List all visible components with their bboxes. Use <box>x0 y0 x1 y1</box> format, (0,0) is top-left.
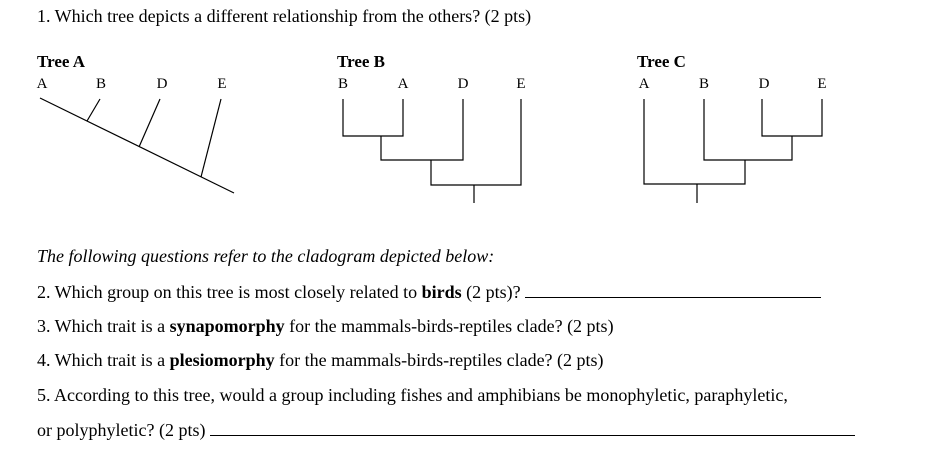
question-4-text-before: 4. Which trait is a <box>37 350 170 370</box>
question-2-text-after: (2 pts)? <box>461 282 521 302</box>
question-2-answer-blank[interactable] <box>525 282 821 298</box>
question-5-line-2 <box>37 420 855 441</box>
tree-b-node-ba <box>343 99 403 136</box>
tree-c-leaf-2: B <box>698 76 710 92</box>
tree-c-leaf-1: A <box>638 76 650 92</box>
tree-b-leaf-1: B <box>337 76 349 92</box>
tree-c-leaf-4: E <box>817 76 827 92</box>
tree-c-leaf-3: D <box>758 76 770 92</box>
question-5-answer-blank[interactable] <box>210 420 855 436</box>
tree-a-backbone <box>40 98 234 193</box>
question-4-bold: plesiomorphy <box>169 350 275 370</box>
tree-a-leaf-4: E <box>217 76 227 92</box>
question-5-text: or polyphyletic? (2 pts) <box>37 420 206 440</box>
tree-c-node-bde <box>704 99 792 160</box>
tree-a-title: Tree A <box>37 52 85 71</box>
question-3-text-after: for the mammals-birds-reptiles clade? (2 pts) <box>284 316 614 336</box>
tree-c-node-abde <box>644 99 745 184</box>
tree-a-branch-e <box>201 99 221 177</box>
tree-a-branch-b <box>87 99 100 121</box>
question-5-line-1: 5. According to this tree, would a group including fishes and amphibians be monophyletic, paraphyletic, <box>37 385 788 405</box>
question-3 <box>37 316 614 337</box>
tree-b-diagram <box>343 99 521 203</box>
tree-b-leaf-2: A <box>397 76 409 92</box>
question-3-bold: synapomorphy <box>169 316 285 336</box>
cladogram-intro: The following questions refer to the cladogram depicted below: <box>37 246 495 266</box>
tree-b-leaf-4: E <box>516 76 526 92</box>
tree-c-diagram <box>644 99 822 203</box>
question-3-text-before: 3. Which trait is a <box>37 316 170 336</box>
question-1: 1. Which tree depicts a different relationship from the others? (2 pts) <box>37 6 532 26</box>
tree-a-diagram <box>40 98 234 193</box>
tree-a-leaf-3: D <box>156 76 168 92</box>
question-2-text-before: 2. Which group on this tree is most closely related to <box>37 282 422 302</box>
tree-a-branch-d <box>139 99 160 147</box>
tree-b-leaf-3: D <box>457 76 469 92</box>
question-2 <box>37 282 821 303</box>
question-2-bold: birds <box>421 282 462 302</box>
tree-a-leaf-1: A <box>36 76 48 92</box>
tree-b-title: Tree B <box>337 52 385 71</box>
tree-b-node-bad <box>381 99 463 160</box>
tree-c-node-de <box>762 99 822 136</box>
tree-c-title: Tree C <box>637 52 686 71</box>
question-4-text-after: for the mammals-birds-reptiles clade? (2 pts) <box>274 350 604 370</box>
tree-b-node-bade <box>431 99 521 185</box>
question-4 <box>37 350 604 371</box>
tree-a-leaf-2: B <box>95 76 107 92</box>
